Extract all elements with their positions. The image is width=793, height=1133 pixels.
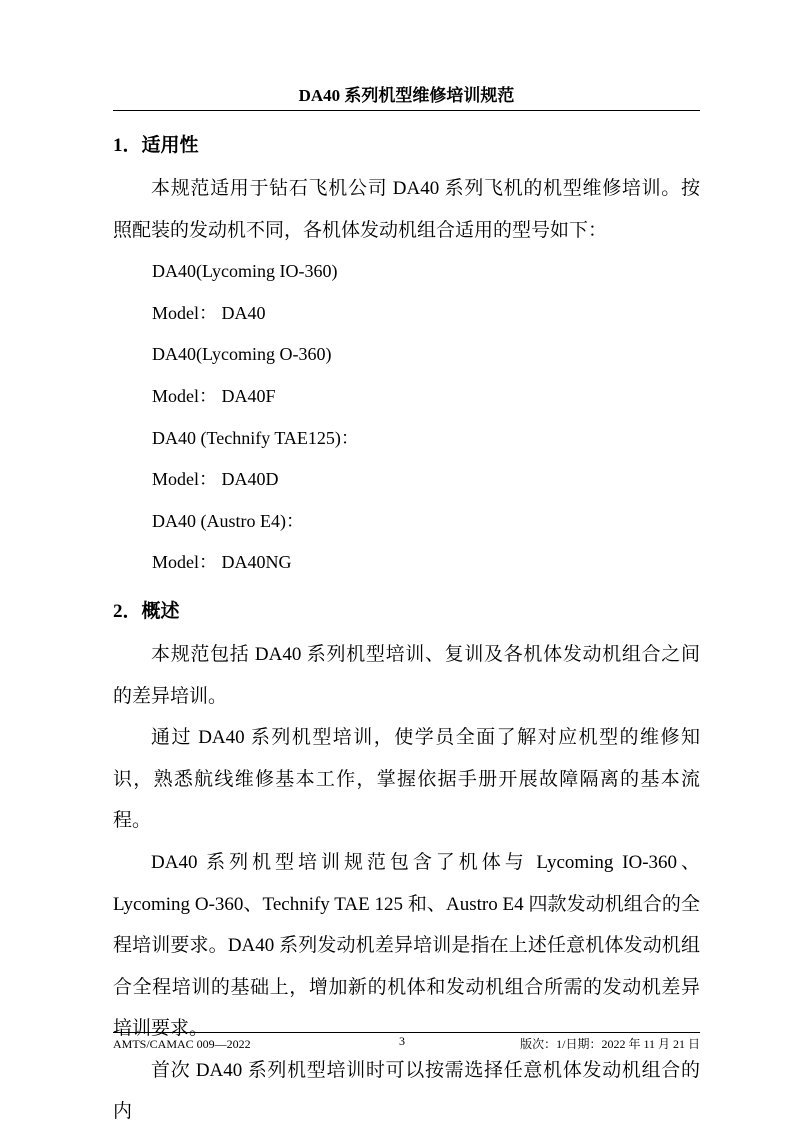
section-2-paragraph: 首次 DA40 系列机型培训时可以按需选择任意机体发动机组合的内 xyxy=(113,1059,700,1123)
footer-version-date: 版次：1/日期：2022 年 11 月 21 日 xyxy=(520,1037,700,1051)
model-list-item: Model： DA40NG xyxy=(152,552,292,573)
model-list-item: DA40(Lycoming IO-360) xyxy=(152,261,338,282)
section-2-heading: 2．概述 xyxy=(113,600,180,622)
page-footer xyxy=(113,1032,700,1053)
document-body xyxy=(113,128,700,1133)
section-1-heading: 1．适用性 xyxy=(113,135,199,156)
footer-doc-code: AMTS/CAMAC 009—2022 xyxy=(113,1037,251,1051)
footer-page-number: 3 xyxy=(399,1034,405,1048)
section-1-intro: 本规范适用于钻石飞机公司 DA40 系列飞机的机型维修培训。按照配装的发动机不同，各机体发动机组合适用的型号如下： xyxy=(113,178,700,241)
section-2-paragraph: 通过 DA40 系列机型培训，使学员全面了解对应机型的维修知识，熟悉航线维修基本工作，掌握依据手册开展故障隔离的基本流程。 xyxy=(113,727,700,832)
model-list-item: Model： DA40D xyxy=(152,469,279,490)
model-list-item: Model： DA40 xyxy=(152,302,266,323)
section-2-paragraph: 本规范包括 DA40 系列机型培训、复训及各机体发动机组合之间的差异培训。 xyxy=(113,643,700,707)
model-list-item: DA40(Lycoming O-360) xyxy=(152,344,332,365)
model-list-item: DA40 (Technify TAE125)： xyxy=(152,427,359,448)
model-list-item: DA40 (Austro E4)： xyxy=(152,510,304,531)
model-list-item: Model： DA40F xyxy=(152,385,276,406)
page-header-title: DA40 系列机型维修培训规范 xyxy=(113,84,700,111)
section-2-paragraph: DA40 系列机型培训规范包含了机体与 Lycoming IO-360、Lycoming O-360、Technify TAE 125 和、Austro E4 四款发动机组合的全程培训要求。DA40 系列发动机差异培训是指在上述任意机体发动机组合全程培训的基础上，增加新的机体和发动机组合所需的发动机差异培训要求。 xyxy=(113,851,700,1040)
